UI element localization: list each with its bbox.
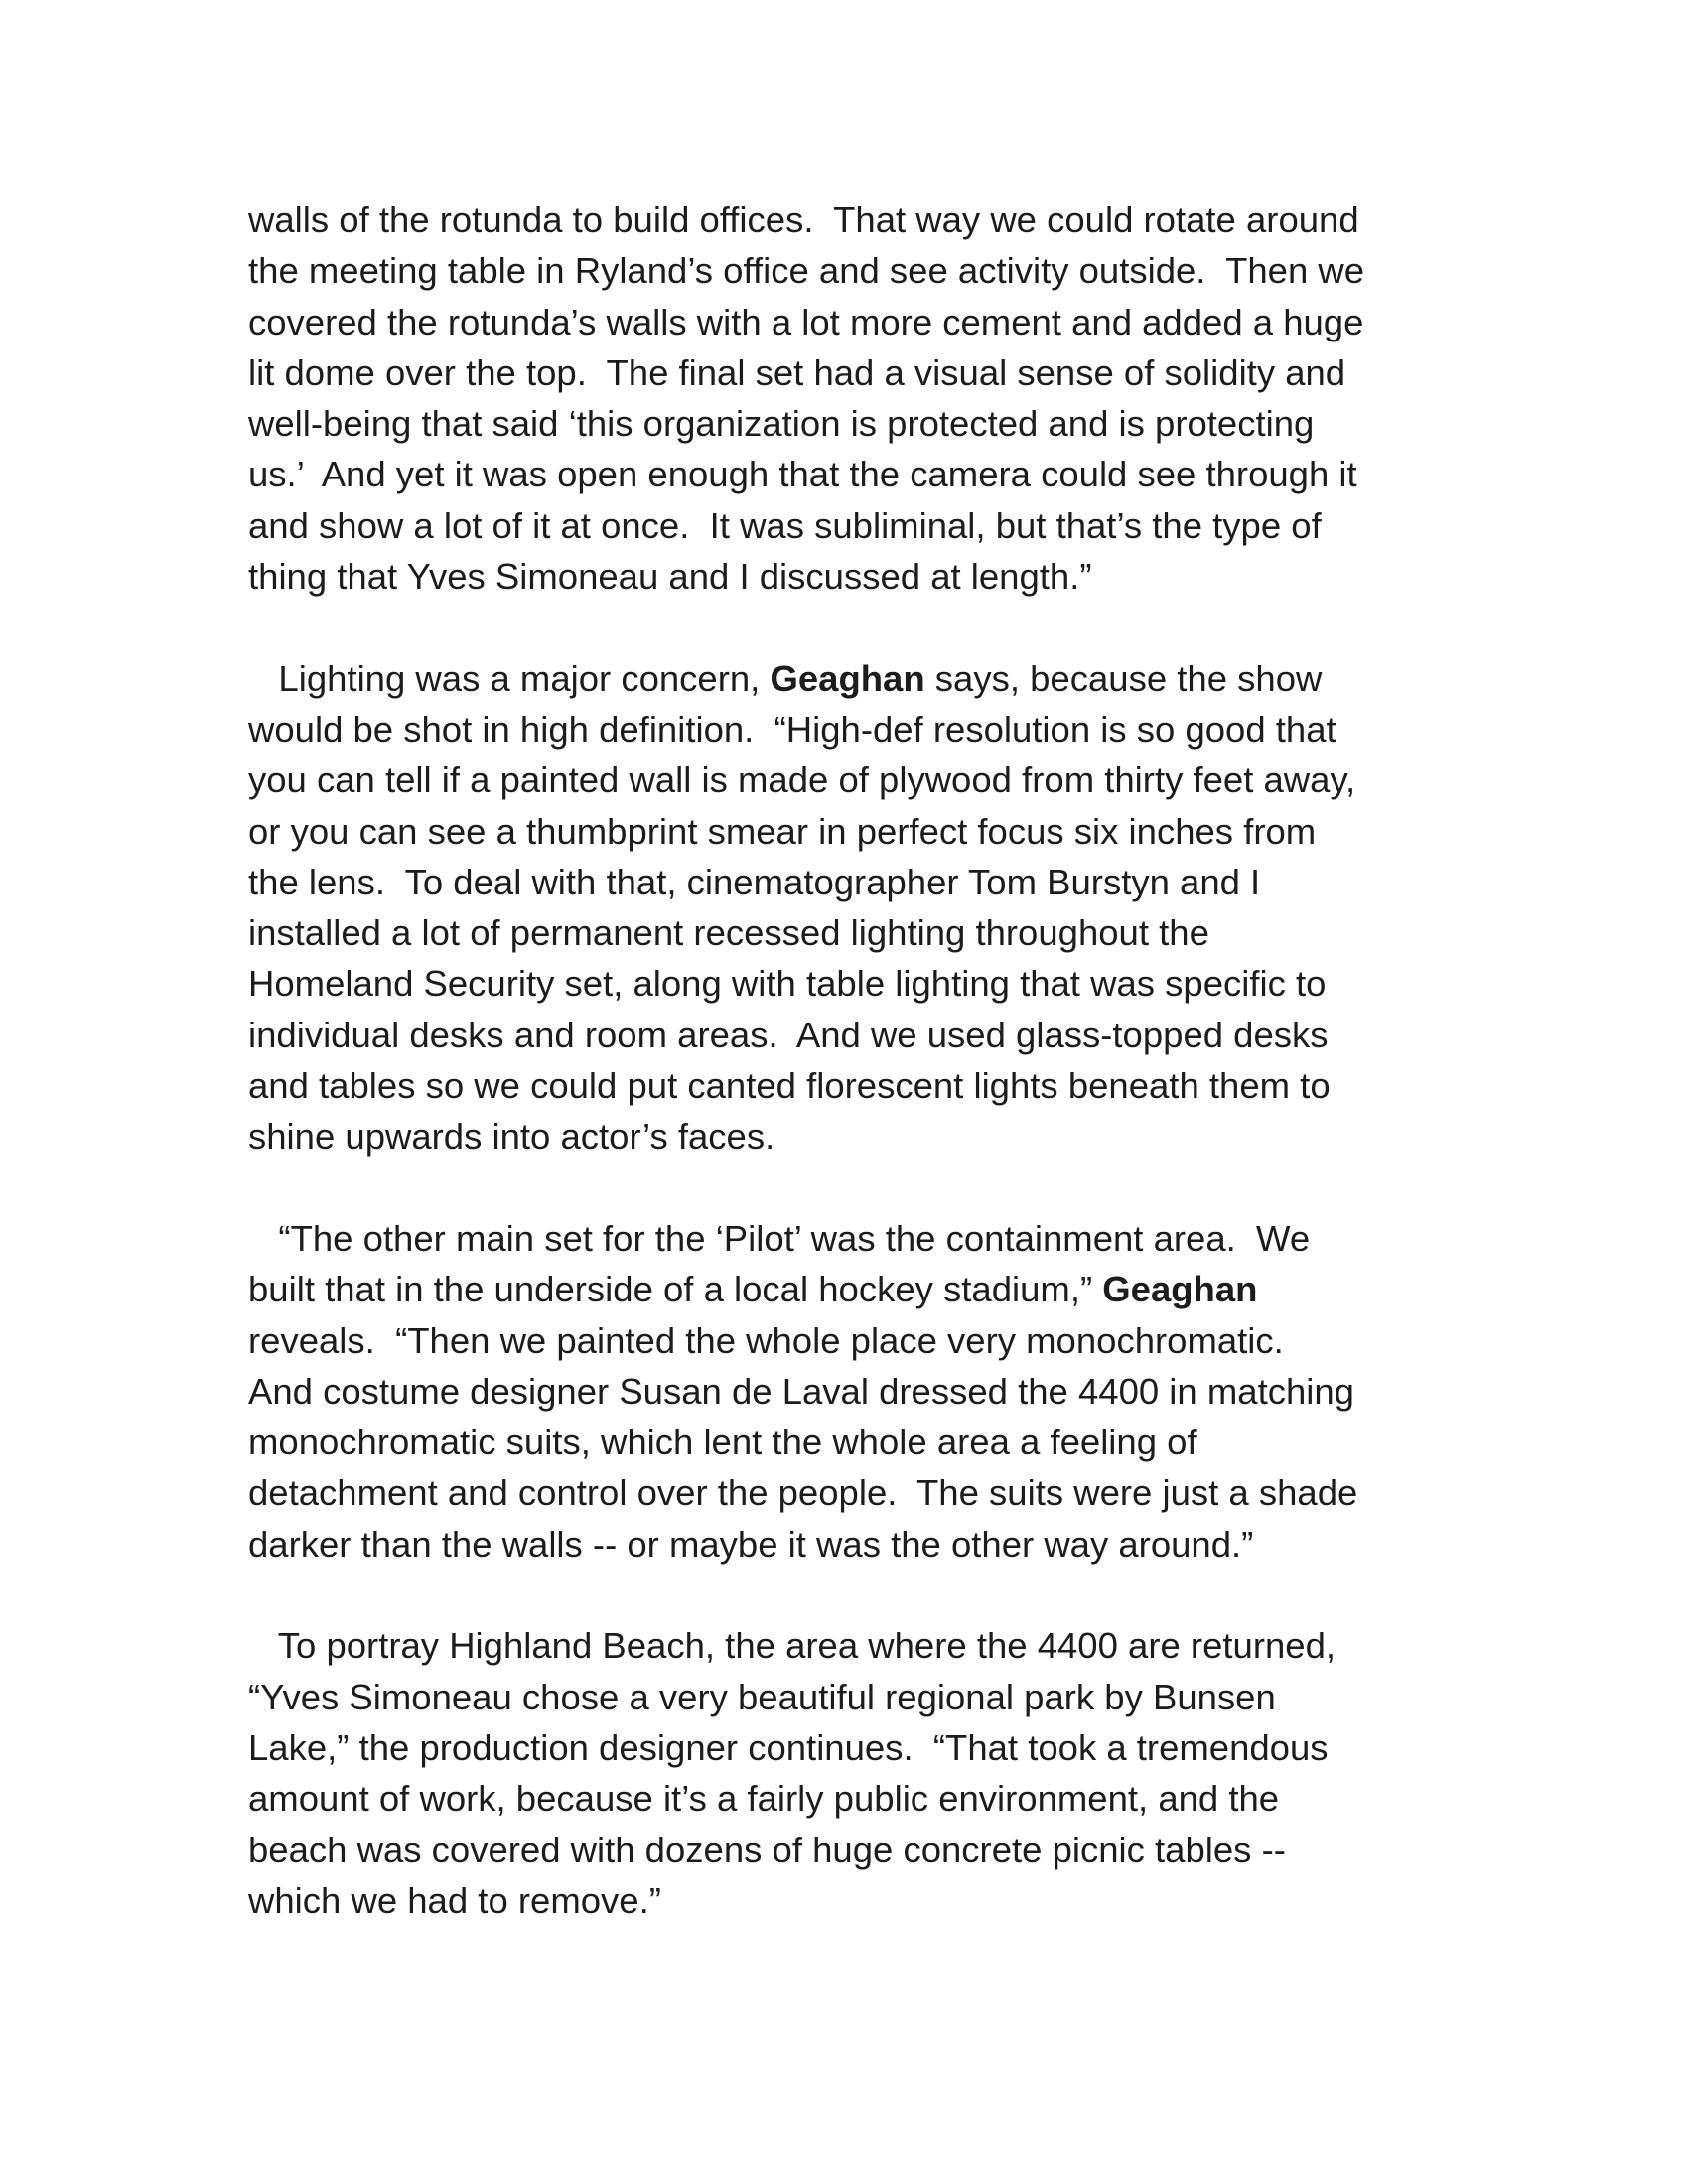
text-line: [248, 1417, 1470, 1467]
text-line: [248, 1825, 1470, 1875]
text-run: beach was covered with dozens of huge concrete picnic tables --: [248, 1829, 1286, 1870]
text-run: monochromatic suits, which lent the whole area a feeling of: [248, 1422, 1197, 1463]
text-line: [248, 500, 1470, 551]
text-line: [248, 653, 1470, 704]
text-run: amount of work, because it’s a fairly public environment, and the: [248, 1778, 1280, 1820]
paragraph-lighting: [248, 653, 1470, 1162]
paragraph-highland-beach: [248, 1620, 1470, 1926]
text-run: the meeting table in Ryland’s office and see activity outside. Then we: [248, 250, 1365, 292]
text-run: built that in the underside of a local hockey stadium,”: [248, 1269, 1103, 1310]
text-run: “The other main set for the ‘Pilot’ was the containment area. We: [248, 1217, 1311, 1259]
text-line: [248, 1620, 1470, 1671]
text-run: lit dome over the top. The final set had a visual sense of solidity and: [248, 351, 1346, 393]
text-run: or you can see a thumbprint smear in perfect focus six inches from: [248, 810, 1317, 852]
text-line: [248, 857, 1470, 907]
text-run: installed a lot of permanent recessed lighting throughout the: [248, 912, 1209, 954]
text-run: “Yves Simoneau chose a very beautiful regional park by Bunsen: [248, 1676, 1276, 1717]
bold-name: Geaghan: [1102, 1269, 1258, 1310]
text-run: covered the rotunda’s walls with a lot more cement and added a huge: [248, 301, 1364, 342]
text-line: [248, 1875, 1470, 1926]
text-run: Lighting was a major concern,: [248, 657, 771, 699]
text-line: [248, 1111, 1470, 1161]
text-line: [248, 1519, 1470, 1570]
article-body: [248, 195, 1470, 1926]
text-run: you can tell if a painted wall is made of plywood from thirty feet away,: [248, 759, 1356, 801]
text-line: [248, 1315, 1470, 1366]
text-run: To portray Highland Beach, the area where the 4400 are returned,: [248, 1625, 1336, 1667]
text-line: [248, 1060, 1470, 1111]
text-line: [248, 1773, 1470, 1824]
text-run: well-being that said ‘this organization is protected and is protecting: [248, 403, 1315, 445]
text-run: which we had to remove.”: [248, 1879, 661, 1921]
text-line: [248, 245, 1470, 296]
text-line: [248, 297, 1470, 347]
text-run: walls of the rotunda to build offices. That way we could rotate around: [248, 200, 1359, 240]
text-line: [248, 398, 1470, 449]
text-run: Lake,” the production designer continues. “That took a tremendous: [248, 1726, 1329, 1768]
text-run: says, because the show: [924, 657, 1323, 699]
text-line: [248, 449, 1470, 499]
text-run: detachment and control over the people. The suits were just a shade: [248, 1472, 1358, 1514]
paragraph-containment: [248, 1213, 1470, 1570]
text-run: shine upwards into actor’s faces.: [248, 1116, 775, 1158]
text-line: [248, 347, 1470, 398]
paragraph-rotunda: [248, 195, 1470, 602]
text-line: [248, 1264, 1470, 1314]
text-line: [248, 1213, 1470, 1264]
text-line: [248, 806, 1470, 857]
text-line: [248, 907, 1470, 958]
text-line: [248, 1672, 1470, 1722]
text-run: and tables so we could put canted florescent lights beneath them to: [248, 1065, 1331, 1107]
text-line: [248, 195, 1470, 245]
text-run: reveals. “Then we painted the whole place very monochromatic.: [248, 1319, 1284, 1361]
text-line: [248, 551, 1470, 602]
text-line: [248, 1366, 1470, 1417]
text-line: [248, 1467, 1470, 1518]
text-run: And costume designer Susan de Laval dressed the 4400 in matching: [248, 1370, 1354, 1412]
text-line: [248, 958, 1470, 1009]
text-run: Homeland Security set, along with table lighting that was specific to: [248, 963, 1327, 1005]
text-run: thing that Yves Simoneau and I discussed at length.”: [248, 556, 1092, 598]
text-run: and show a lot of it at once. It was subliminal, but that’s the type of: [248, 504, 1322, 546]
text-run: darker than the walls -- or maybe it was the other way around.”: [248, 1523, 1254, 1565]
bold-name: Geaghan: [770, 657, 925, 699]
text-run: us.’ And yet it was open enough that the camera could see through it: [248, 454, 1357, 495]
text-line: [248, 1010, 1470, 1060]
text-run: the lens. To deal with that, cinematographer Tom Burstyn and I: [248, 861, 1261, 902]
text-line: [248, 1722, 1470, 1773]
text-line: [248, 754, 1470, 805]
text-run: individual desks and room areas. And we used glass-topped desks: [248, 1014, 1329, 1055]
text-run: would be shot in high definition. “High-def resolution is so good that: [248, 708, 1336, 750]
text-line: [248, 704, 1470, 754]
